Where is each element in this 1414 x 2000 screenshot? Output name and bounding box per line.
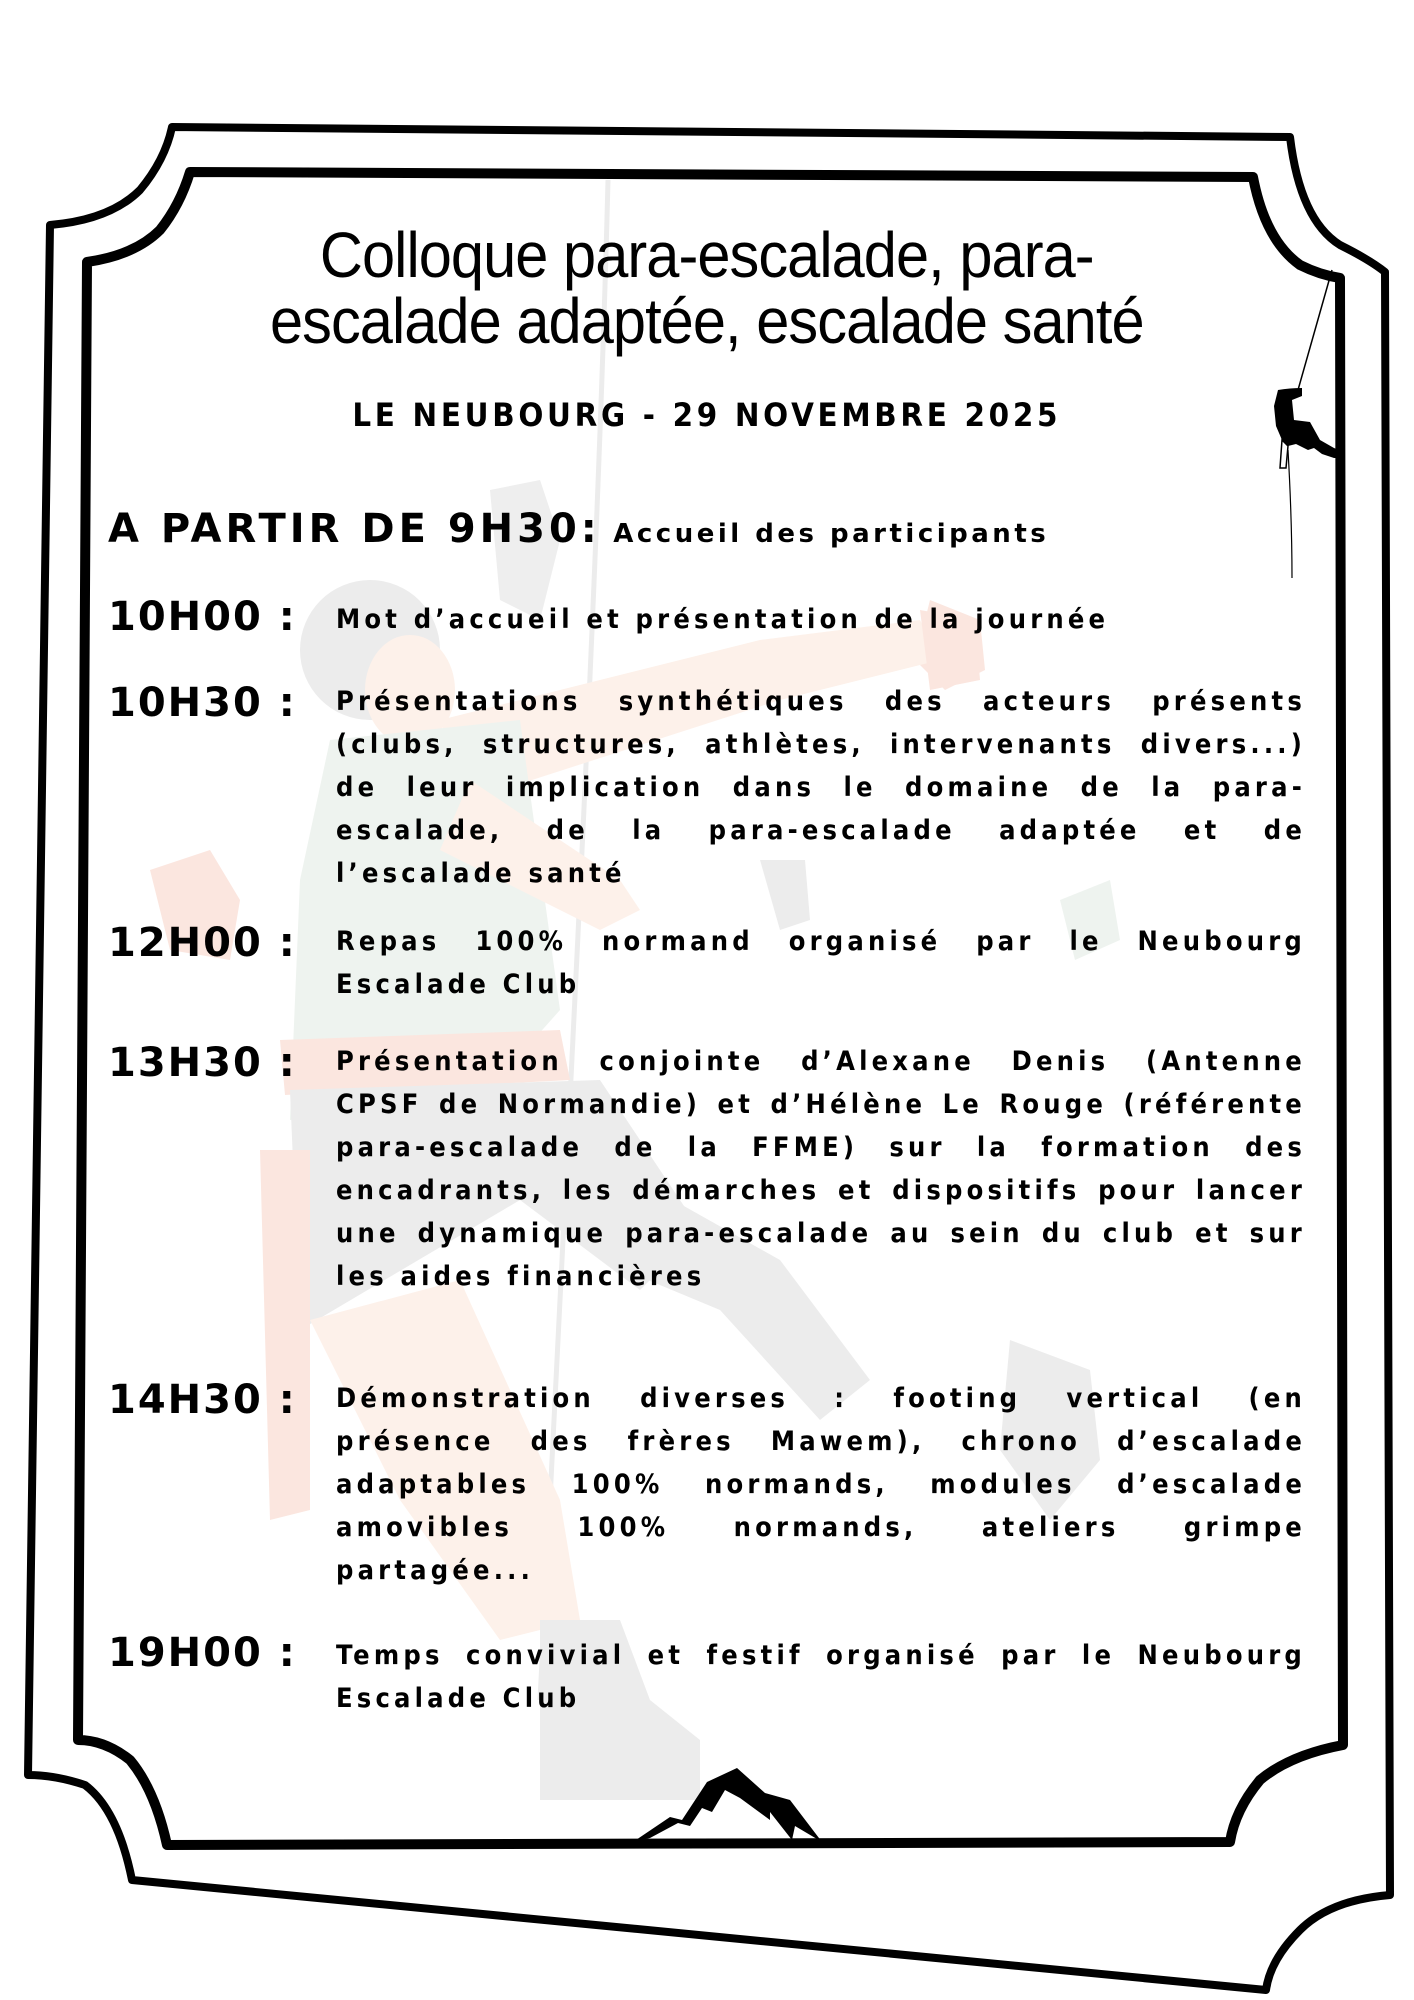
location-date-subtitle: LE NEUBOURG - 29 NOVEMBRE 2025 [352, 396, 1062, 434]
schedule-description: Présentation conjointe d’Alexane Denis (Antenne CPSF de Normandie) et d’Hélène Le Rouge (référente para-escalade de la FFME) sur la formation des encadrants, les démarches et dispositifs pour lancer une dynamique para-escalade au sein du club et sur les aides financières [336, 1046, 1306, 1292]
schedule-description: Présentations synthétiques des acteurs présents (clubs, structures, athlètes, intervenants divers...) de leur implication dans le domaine de la para-escalade, de la para-escalade adaptée et de l’escalade santé [336, 686, 1306, 889]
intro-row [108, 506, 1049, 552]
schedule-time: 19H00 : [108, 1630, 297, 1676]
schedule-time: 10H30 : [108, 680, 297, 726]
schedule-time: 13H30 : [108, 1040, 297, 1086]
mountain-icon [630, 1760, 850, 1860]
schedule-time: 10H00 : [108, 594, 297, 640]
intro-time-label: A PARTIR DE 9H30: [108, 506, 601, 552]
schedule-time: 12H00 : [108, 920, 297, 966]
schedule-description: Mot d’accueil et présentation de la journée [336, 604, 1110, 635]
schedule-description: Repas 100% normand organisé par le Neubourg Escalade Club [336, 926, 1306, 1000]
title-line-2: escalade adaptée, escalade santé [269, 285, 1144, 357]
intro-description: Accueil des participants [613, 519, 1050, 549]
schedule-description: Temps convivial et festif organisé par le Neubourg Escalade Club [336, 1640, 1306, 1714]
schedule-time: 14H30 : [108, 1377, 297, 1423]
title-line-1: Colloque para-escalade, para- [319, 219, 1094, 291]
schedule-description: Démonstration diverses : footing vertical (en présence des frères Mawem), chrono d’escalade adaptables 100% normands, modules d’escalade amovibles 100% normands, ateliers grimpe partagée... [336, 1383, 1306, 1586]
poster-title [49, 219, 1364, 357]
